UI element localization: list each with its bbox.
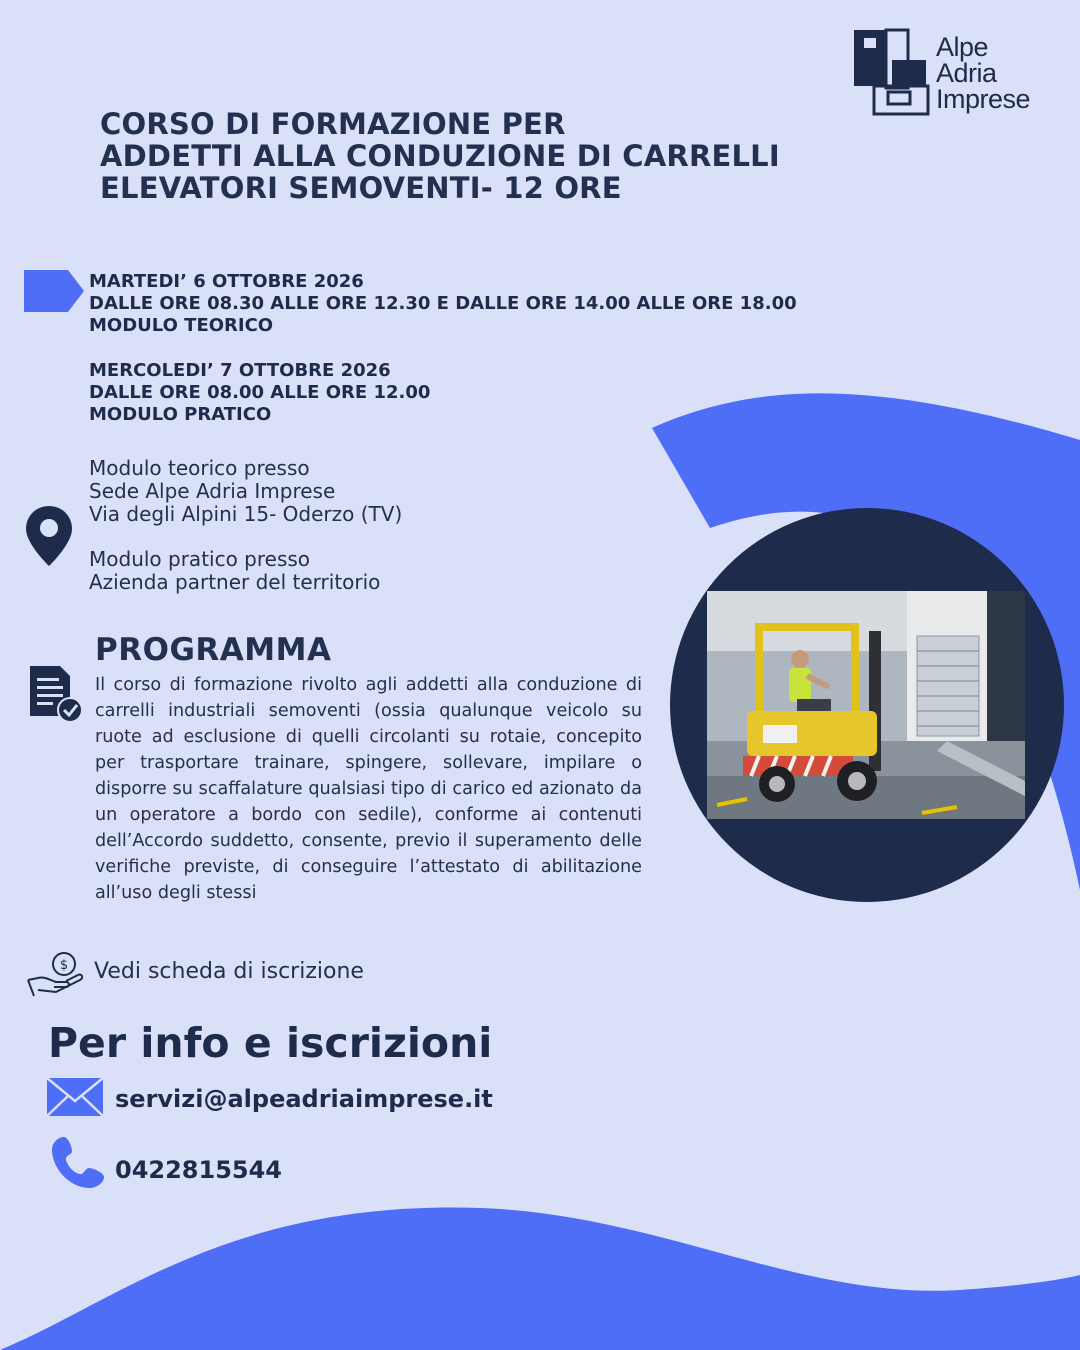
- title-line-1: CORSO DI FORMAZIONE PER: [100, 107, 566, 141]
- title-line-3: ELEVATORI SEMOVENTI- 12 ORE: [100, 171, 622, 205]
- location-practice: [89, 548, 380, 594]
- location-theory: [89, 457, 402, 526]
- location-line: Azienda partner del territorio: [89, 570, 381, 594]
- logo-mark-icon: [852, 28, 930, 118]
- hand-money-icon: [26, 950, 86, 998]
- schedule-date: MERCOLEDI’ 7 OTTOBRE 2026: [89, 360, 391, 381]
- schedule-day-2: [89, 360, 430, 426]
- location-line: Sede Alpe Adria Imprese: [89, 479, 336, 503]
- logo-line-3: Imprese: [936, 84, 1031, 114]
- document-check-icon: [28, 664, 84, 724]
- company-logo: [852, 28, 1052, 120]
- schedule-day-1: [89, 271, 797, 337]
- schedule-date: MARTEDI’ 6 OTTOBRE 2026: [89, 271, 364, 292]
- bottom-wave: [0, 1208, 1080, 1350]
- location-address: Via degli Alpini 15- Oderzo (TV): [89, 502, 403, 526]
- envelope-icon: [46, 1077, 104, 1117]
- map-pin-icon: [26, 506, 72, 566]
- programma-title: PROGRAMMA: [95, 632, 332, 668]
- location-line: Modulo teorico presso: [89, 456, 310, 480]
- title-line-2: ADDETTI ALLA CONDUZIONE DI CARRELLI: [100, 139, 780, 173]
- logo-wordmark: [936, 34, 1030, 112]
- schedule-module: MODULO PRATICO: [89, 404, 272, 425]
- location-line: Modulo pratico presso: [89, 547, 311, 571]
- svg-text:$: $: [59, 958, 69, 973]
- schedule-module: MODULO TEORICO: [89, 315, 274, 336]
- enrollment-sheet-note: Vedi scheda di iscrizione: [94, 959, 364, 984]
- phone-icon: [50, 1135, 106, 1189]
- contacts-title: Per info e iscrizioni: [48, 1019, 493, 1067]
- contact-phone-link[interactable]: 0422815544: [115, 1156, 282, 1184]
- page-title: [100, 108, 820, 204]
- contact-email-link[interactable]: servizi@alpeadriaimprese.it: [115, 1085, 493, 1113]
- schedule-hours: DALLE ORE 08.00 ALLE ORE 12.00: [89, 382, 431, 403]
- logo-line-2: Adria: [936, 58, 997, 88]
- tag-arrow-icon: [24, 270, 84, 312]
- forklift-photo: [707, 591, 1025, 819]
- schedule-hours: DALLE ORE 08.30 ALLE ORE 12.30 E DALLE ORE 14.00 ALLE ORE 18.00: [89, 293, 797, 314]
- programma-description: Il corso di formazione rivolto agli addetti alla conduzione di carrelli industriali semoventi (ossia qualunque veicolo su ruote ad esclusione di quelli circolanti su rotaie, concepito per trasportare trainare, spingere, sollevare, impilare o disporre su scaffalature qualsiasi tipo di carico ed azionato da un operatore a bordo con sedile), conforme ai contenuti dell’Accordo suddetto, consente, previo il superamento delle verifiche previste, di conseguire l’attestato di abilitazione all’uso degli stessi: [95, 675, 642, 903]
- logo-line-1: Alpe: [936, 32, 989, 62]
